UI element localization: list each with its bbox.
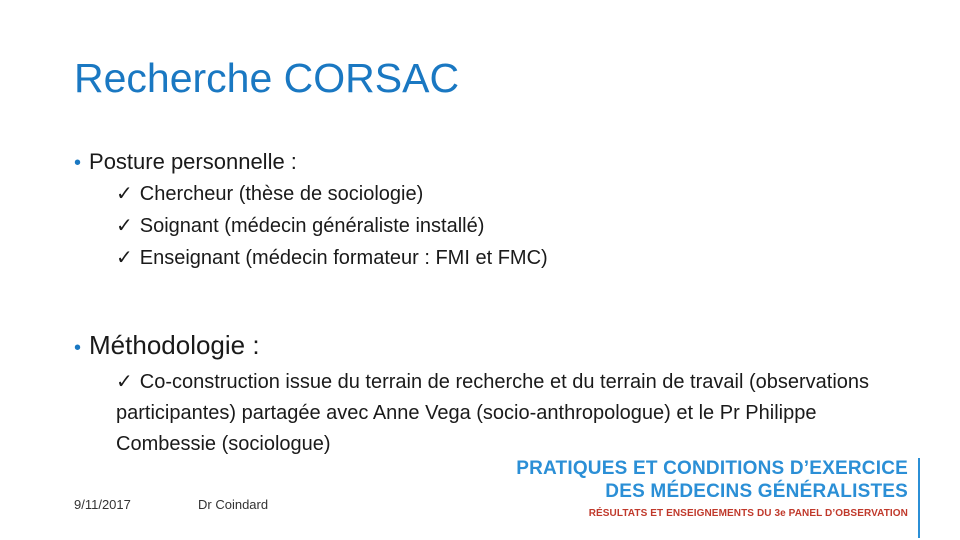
posture-list — [116, 178, 548, 274]
check-icon: ✓ — [116, 213, 133, 237]
bullet-dot: • — [74, 152, 82, 174]
list-item — [116, 178, 548, 210]
bullet-dot: • — [74, 337, 82, 359]
list-item-text: Chercheur (thèse de sociologie) — [139, 183, 424, 205]
bullet-methodologie — [74, 330, 260, 361]
list-item — [116, 210, 548, 242]
logo-line-3: RÉSULTATS ET ENSEIGNEMENTS DU 3e PANEL D’OBSERVATION — [588, 508, 908, 519]
list-item-text: Soignant (médecin généraliste installé) — [139, 215, 485, 237]
bullet-label: Posture personnelle : — [89, 149, 297, 174]
check-icon: ✓ — [116, 181, 133, 205]
slide-title: Recherche CORSAC — [74, 55, 460, 101]
bullet-label: Méthodologie : — [89, 330, 260, 360]
list-item-text: Co-construction issue du terrain de recherche et du terrain de travail (observations participantes) partagée avec Anne Vega (socio-anthropologue) et le Pr Philippe Combessie (sociologue) — [116, 371, 870, 455]
list-item — [116, 242, 548, 274]
footer-date: 9/11/2017 — [74, 497, 131, 512]
logo-divider — [918, 458, 920, 538]
footer-author: Dr Coindard — [198, 497, 269, 512]
publication-logo — [516, 458, 908, 519]
check-icon: ✓ — [116, 369, 133, 393]
logo-line-2: DES MÉDECINS GÉNÉRALISTES — [605, 481, 908, 502]
list-item — [116, 366, 876, 460]
bullet-posture — [74, 149, 297, 175]
check-icon: ✓ — [116, 245, 133, 269]
methodologie-list — [116, 366, 876, 460]
logo-line-1: PRATIQUES ET CONDITIONS D’EXERCICE — [516, 458, 908, 479]
list-item-text: Enseignant (médecin formateur : FMI et FMC) — [139, 247, 548, 269]
